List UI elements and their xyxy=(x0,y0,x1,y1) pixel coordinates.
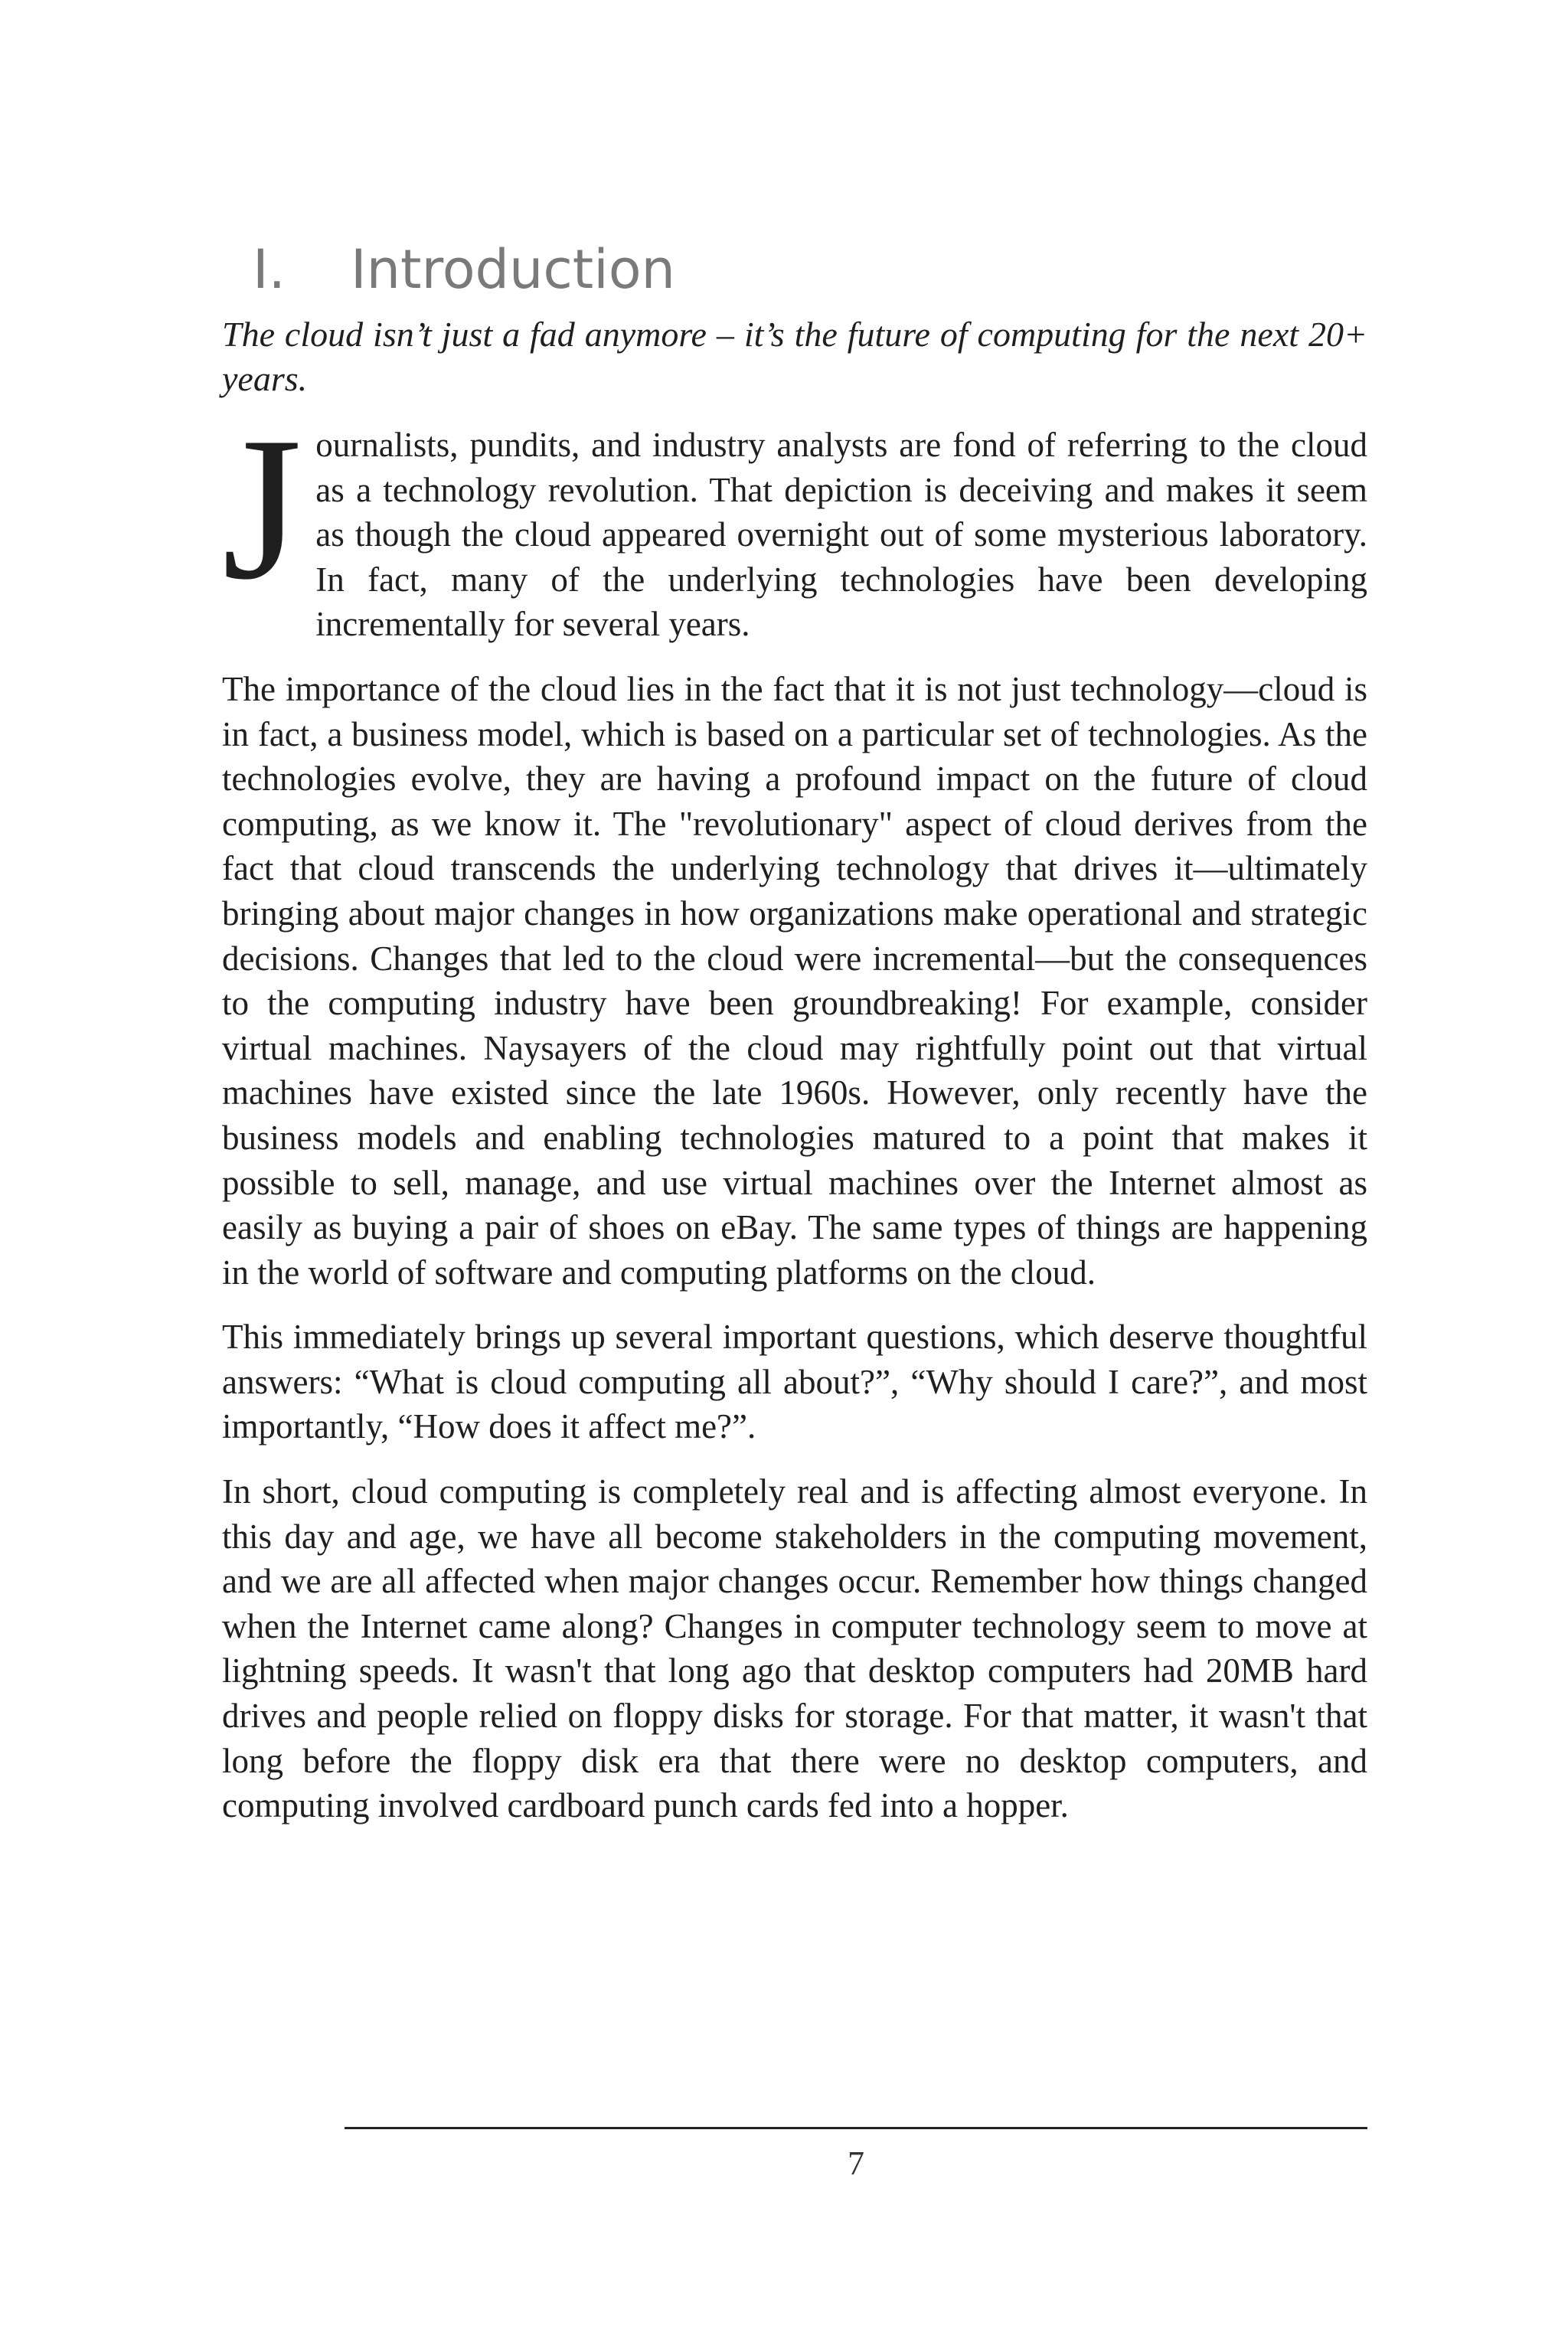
chapter-heading xyxy=(253,237,1367,302)
epigraph: The cloud isn’t just a fad anymore – it’s the future of computing for the next 20+ years. xyxy=(222,315,1367,398)
chapter-title: Introduction xyxy=(351,238,675,301)
page-number: 7 xyxy=(848,2145,864,2182)
paragraph-1-text: ournalists, pundits, and industry analysts are fond of referring to the cloud as a technology revolution. That depiction is deceiving and makes it seem as though the cloud appeared overnight out of some mysterious laboratory. In fact, many of the underlying technologies have been developing incrementally for several years. xyxy=(315,426,1367,644)
drop-cap: J xyxy=(222,394,302,622)
paragraph-2: The importance of the cloud lies in the fact that it is not just technology—cloud is in fact, a business model, which is based on a particular set of technologies. As the technologies evolve, they are having a profound impact on the future of cloud computing, as we know it. The "revolutionary" aspect of cloud derives from the fact that cloud transcends the underlying technology that drives it—ultimately bringing about major changes in how organizations make operational and strategic decisions. Changes that led to the cloud were incremental—but the consequences to the computing industry have been groundbreaking! For example, consider virtual machines. Naysayers of the cloud may rightfully point out that virtual machines have existed since the late 1960s. However, only recently have the business models and enabling technologies matured to a point that makes it possible to sell, manage, and use virtual machines over the Internet almost as easily as buying a pair of shoes on eBay. The same types of things are happening in the world of software and computing platforms on the cloud. xyxy=(222,669,1367,1292)
paragraph-1 xyxy=(222,394,1367,647)
chapter-number: I. xyxy=(253,238,286,301)
footer-rule xyxy=(345,2127,1367,2129)
page-content xyxy=(222,237,1367,1848)
paragraph-4: In short, cloud computing is completely real and is affecting almost everyone. In this day and age, we have all become stakeholders in the computing movement, and we are all affected when major changes occur. Remember how things changed when the Internet came along? Changes in computer technology seem to move at lightning speeds. It wasn't that long ago that desktop computers had 20MB hard drives and people relied on floppy disks for storage. For that matter, it wasn't that long before the floppy disk era that there were no desktop computers, and computing involved cardboard punch cards fed into a hopper. xyxy=(222,1472,1367,1825)
paragraph-3: This immediately brings up several important questions, which deserve thoughtful answers: “What is cloud computing all about?”, “Why should I care?”, and most importantly, “How does it affect me?”. xyxy=(222,1318,1367,1446)
